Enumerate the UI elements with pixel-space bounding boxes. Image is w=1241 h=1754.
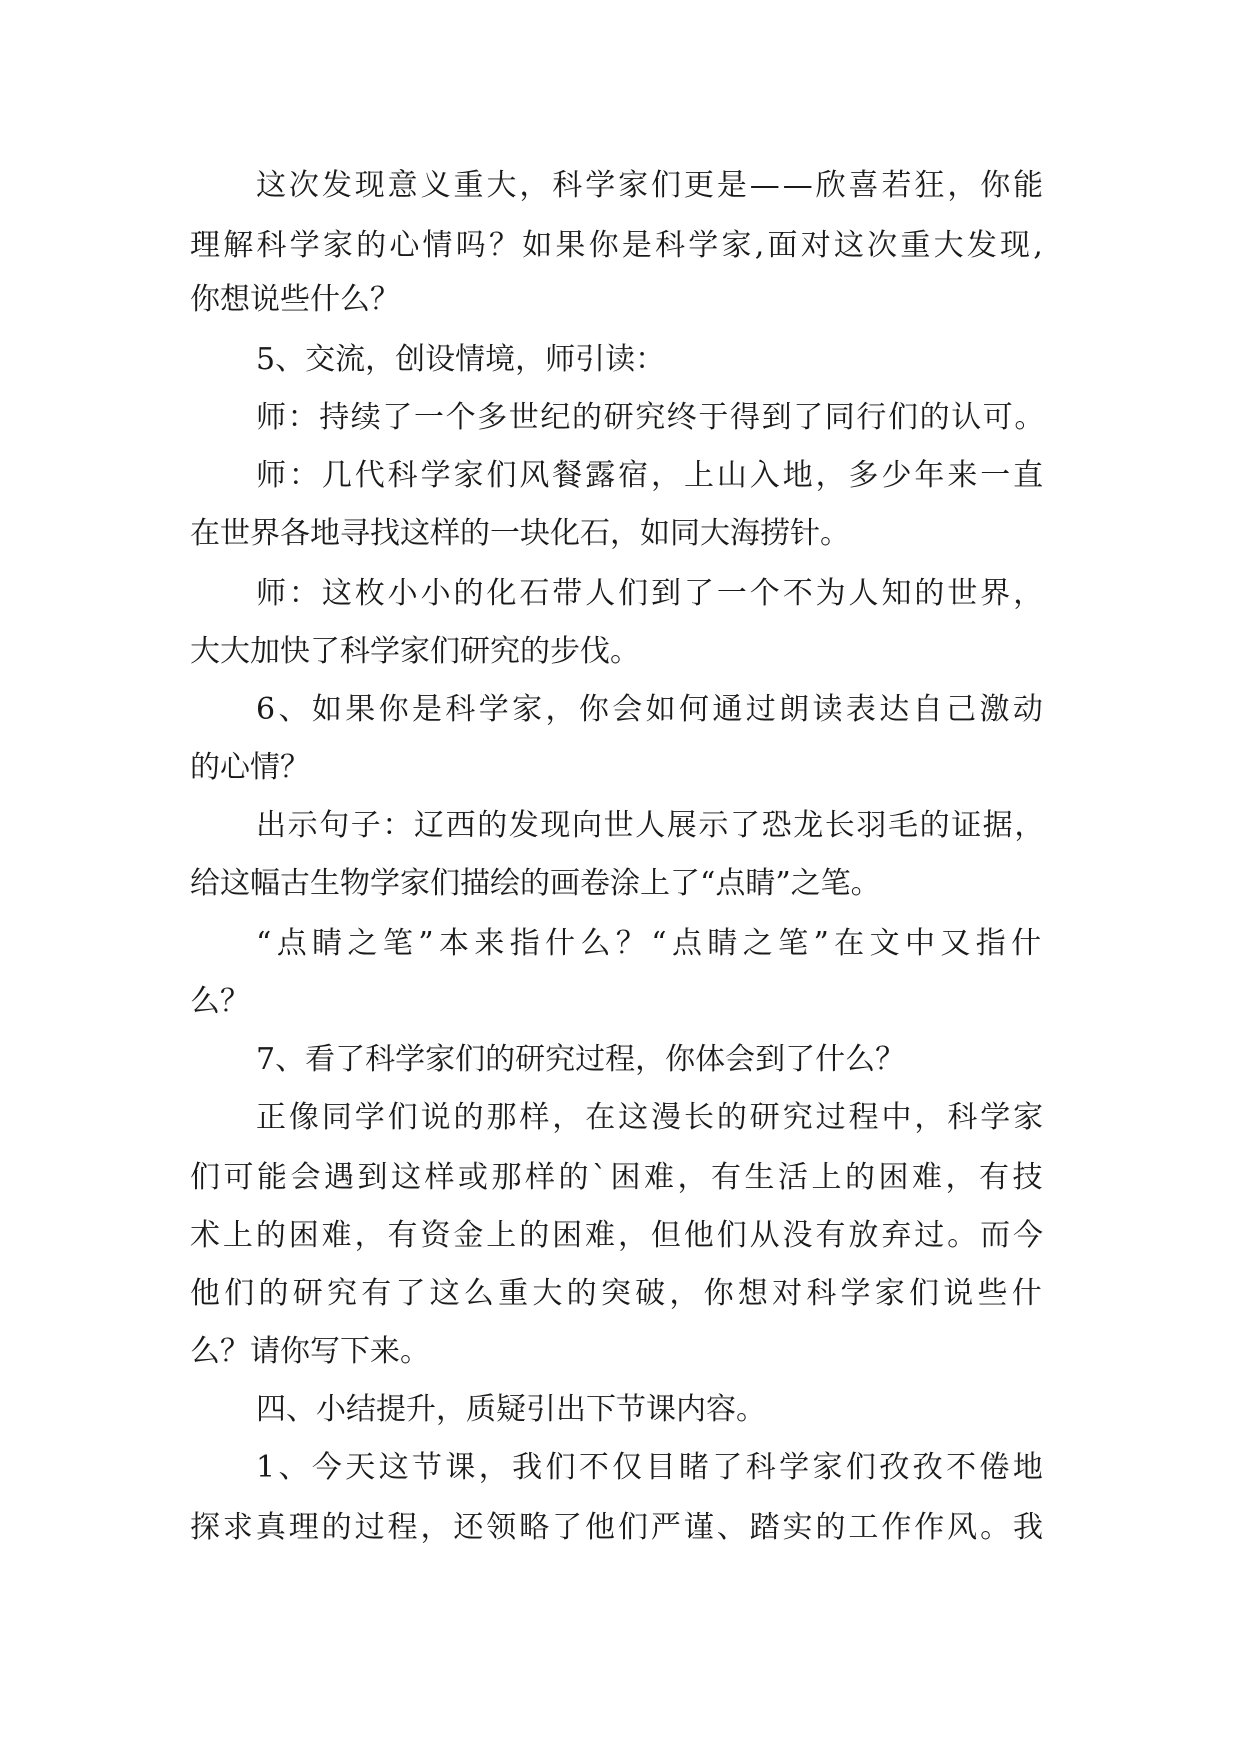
paragraph-line: 师：几代科学家们风餐露宿，上山入地，多少年来一直 [256, 458, 1047, 493]
paragraph-line: 术上的困难，有资金上的困难，但他们从没有放弃过。而今 [190, 1218, 1046, 1253]
paragraph-line: 大大加快了科学家们研究的步伐。 [190, 634, 640, 669]
paragraph-line: 么？请你写下来。 [190, 1334, 430, 1369]
paragraph-line: 探求真理的过程，还领略了他们严谨、踏实的工作作风。我 [190, 1510, 1046, 1545]
paragraph-line: 给这幅古生物学家们描绘的画卷涂上了“点睛”之笔。 [190, 866, 881, 901]
paragraph-line: 师：持续了一个多世纪的研究终于得到了同行们的认可。 [256, 400, 1046, 435]
paragraph-line: 四、小结提升，质疑引出下节课内容。 [256, 1392, 766, 1427]
paragraph-line: 正像同学们说的那样，在这漫长的研究过程中，科学家 [256, 1100, 1047, 1135]
paragraph-line: 出示句子：辽西的发现向世人展示了恐龙长羽毛的证据， [256, 808, 1046, 843]
paragraph-line: 6、如果你是科学家，你会如何通过朗读表达自己激动 [256, 692, 1047, 727]
paragraph-line: 7、看了科学家们的研究过程，你体会到了什么？ [256, 1042, 906, 1077]
paragraph-line: 这次发现意义重大，科学家们更是——欣喜若狂，你能 [256, 168, 1047, 203]
paragraph-line: 在世界各地寻找这样的一块化石，如同大海捞针。 [190, 516, 850, 551]
paragraph-line: 5、交流，创设情境，师引读： [256, 342, 666, 377]
paragraph-line: 你想说些什么？ [190, 282, 400, 317]
paragraph-line: 的心情？ [190, 750, 310, 785]
paragraph-line: 他们的研究有了这么重大的突破，你想对科学家们说些什 [190, 1276, 1046, 1311]
paragraph-line: 师：这枚小小的化石带人们到了一个不为人知的世界， [256, 576, 1047, 611]
paragraph-line: 么？ [190, 984, 250, 1019]
paragraph-line: 理解科学家的心情吗？如果你是科学家,面对这次重大发现, [190, 228, 1047, 263]
paragraph-line: 1、今天这节课，我们不仅目睹了科学家们孜孜不倦地 [256, 1450, 1047, 1485]
paragraph-line: 们可能会遇到这样或那样的`困难，有生活上的困难，有技 [190, 1160, 1046, 1195]
paragraph-line: “点睛之笔”本来指什么？“点睛之笔”在文中又指什 [256, 926, 1047, 961]
